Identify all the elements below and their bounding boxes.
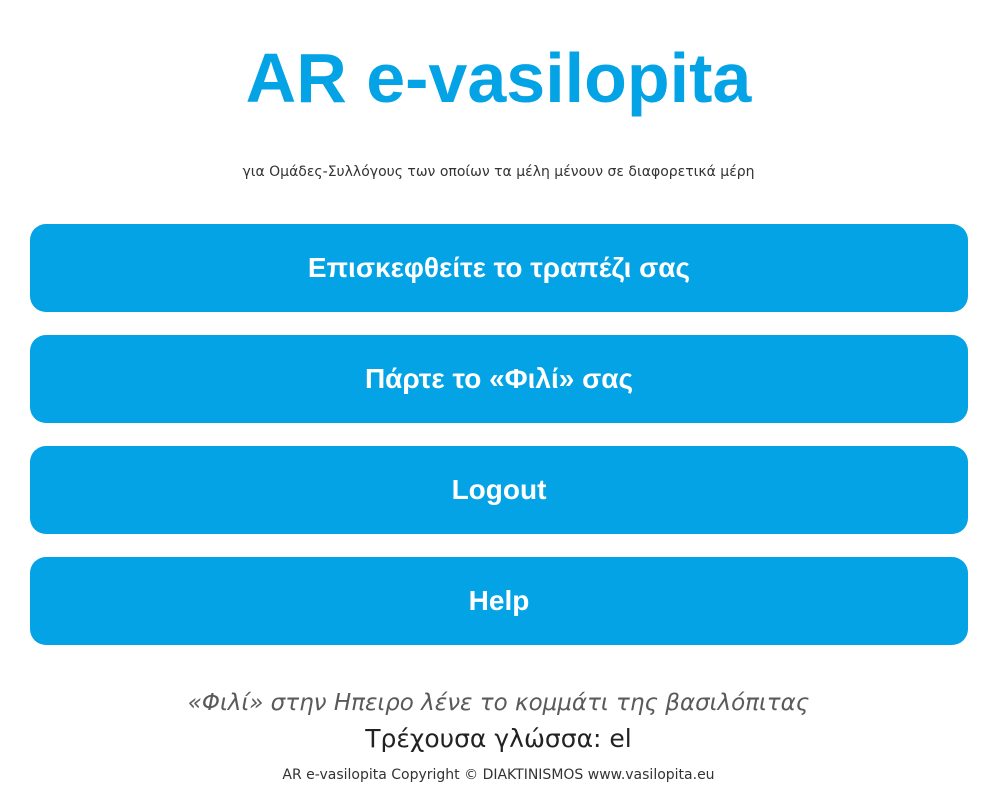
logout-button[interactable]: Logout (30, 446, 968, 534)
page-title: AR e-vasilopita (245, 39, 752, 117)
footer-copyright: AR e-vasilopita Copyright © DIAKTINISMOS www.vasilopita.eu (282, 767, 715, 783)
fili-note: «Φιλί» στην Ηπειρο λένε το κομμάτι της βασιλόπιτας (187, 690, 810, 716)
help-button[interactable]: Help (30, 557, 968, 645)
main-menu (30, 224, 968, 645)
get-fili-button[interactable]: Πάρτε το «Φιλί» σας (30, 335, 968, 423)
visit-table-button[interactable]: Επισκεφθείτε το τραπέζι σας (30, 224, 968, 312)
current-language: Τρέχουσα γλώσσα: el (365, 724, 632, 753)
page-subtitle: για Ομάδες-Συλλόγους των οποίων τα μέλη μένουν σε διαφορετικά μέρη (242, 164, 755, 180)
